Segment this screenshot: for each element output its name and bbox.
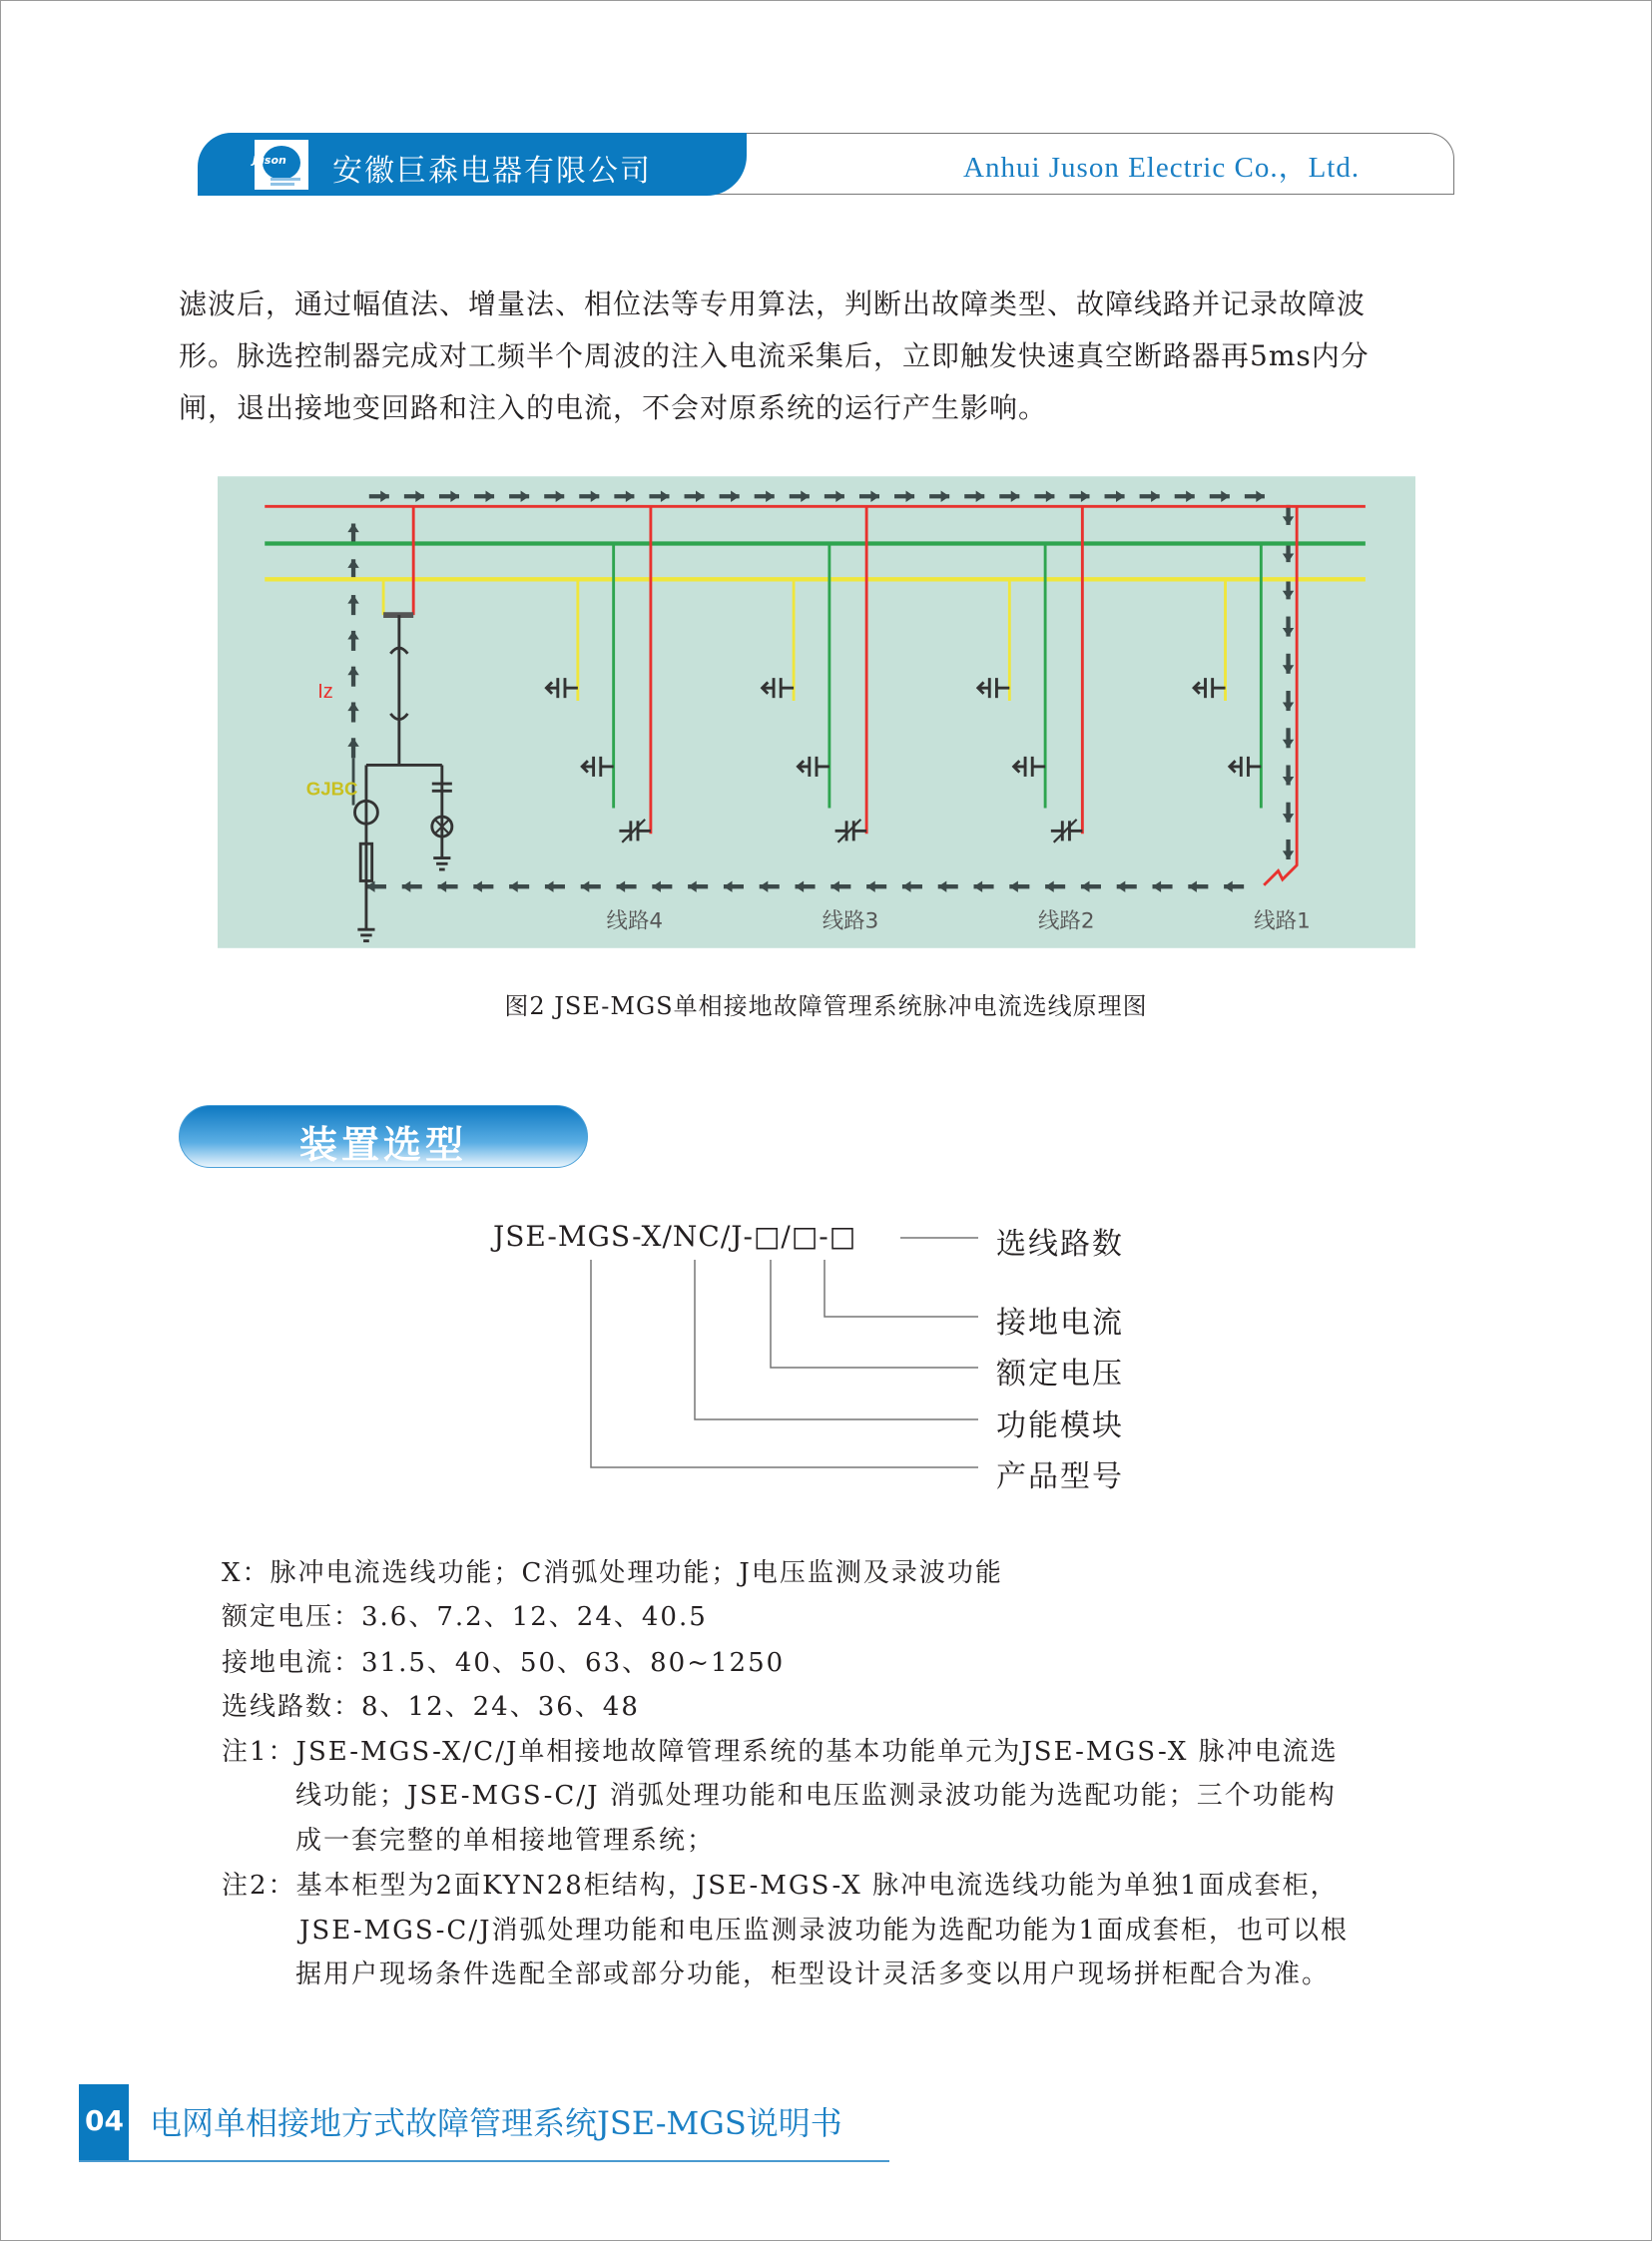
pulse-current-diagram	[218, 476, 1415, 948]
note-line: 据用户现场条件选配全部或部分功能，柜型设计灵活多变以用户现场拼柜配合为准。	[295, 1960, 1331, 1989]
line-label: 线路4	[606, 908, 664, 934]
company-logo	[255, 140, 308, 190]
label-line-count: 选线路数	[996, 1227, 1124, 1262]
note-line: 成一套完整的单相接地管理系统；	[295, 1826, 716, 1856]
diagram-background	[218, 476, 1415, 948]
section-header	[179, 1105, 588, 1168]
note-line: 额定电压：3.6、7.2、12、24、40.5	[222, 1602, 708, 1632]
label-function-module: 功能模块	[996, 1408, 1124, 1443]
note-line: JSE-MGS-C/J消弧处理功能和电压监测录波功能为选配功能为1面成套柜，也可以根	[299, 1916, 1350, 1946]
body-line-3: 闸，退出接地变回路和注入的电流，不会对原系统的运行产生影响。	[179, 391, 1048, 424]
body-line-2: 形。脉选控制器完成对工频半个周波的注入电流采集后，立即触发快速真空断路器再5ms内分	[179, 339, 1370, 372]
line-label: 线路3	[822, 908, 879, 934]
label-ground-current: 接地电流	[996, 1306, 1124, 1341]
model-code: JSE-MGS-X/NC/J-□/□-□	[493, 1220, 857, 1253]
line-label: 线路1	[1254, 908, 1311, 934]
section-title: 装置选型	[299, 1123, 468, 1167]
body-line-1: 滤波后，通过幅值法、增量法、相位法等专用算法，判断出故障类型、故障线路并记录故障波	[179, 287, 1367, 320]
company-name-cn: 安徽巨森电器有限公司	[332, 154, 652, 189]
company-name-en: Anhui Juson Electric Co.，Ltd.	[963, 152, 1361, 184]
note-line: 线功能；JSE-MGS-C/J 消弧处理功能和电压监测录波功能为选配功能；三个功能构	[295, 1781, 1337, 1811]
current-label: Iz	[317, 681, 333, 704]
note-line: X：脉冲电流选线功能；C消弧处理功能；J电压监测及录波功能	[222, 1558, 1003, 1588]
figure-caption: 图2 JSE-MGS单相接地故障管理系统脉冲电流选线原理图	[504, 992, 1148, 1020]
footer-title: 电网单相接地方式故障管理系统JSE-MGS说明书	[150, 2104, 842, 2142]
page-number: 04	[85, 2104, 124, 2137]
note-line: 注1：JSE-MGS-X/C/J单相接地故障管理系统的基本功能单元为JSE-MGS-X 脉冲电流选	[222, 1737, 1339, 1767]
label-rated-voltage: 额定电压	[996, 1357, 1124, 1392]
device-label: GJBC	[305, 778, 358, 800]
note-line: 选线路数：8、12、24、36、48	[222, 1692, 640, 1722]
note-line: 接地电流：31.5、40、50、63、80~1250	[222, 1648, 786, 1678]
note-line: 注2：基本柜型为2面KYN28柜结构，JSE-MGS-X 脉冲电流选线功能为单独1面成套柜，	[222, 1871, 1339, 1901]
page-number-box	[79, 2084, 129, 2161]
logo-text: Juson	[253, 154, 286, 167]
label-product-model: 产品型号	[996, 1459, 1124, 1494]
footer-rule	[79, 2160, 889, 2162]
line-label: 线路2	[1037, 908, 1095, 934]
